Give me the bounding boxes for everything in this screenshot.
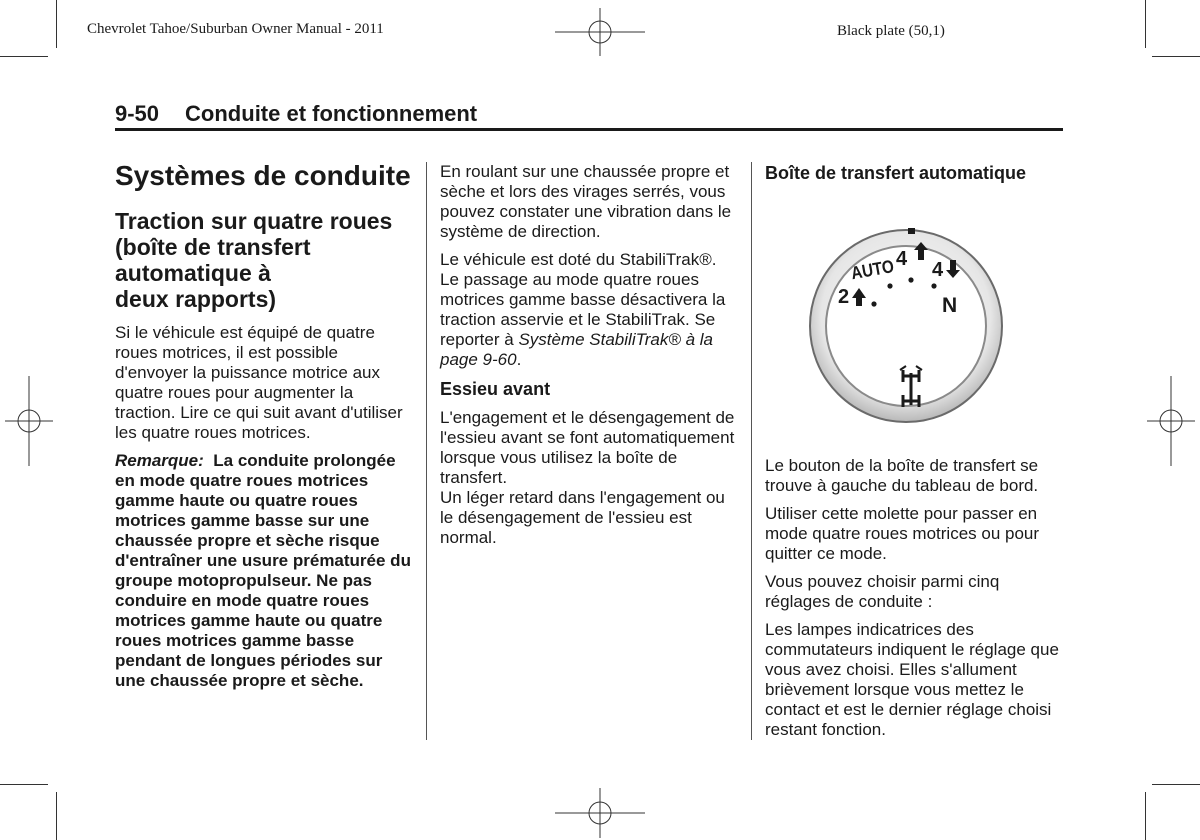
registration-mark-bottom	[555, 788, 645, 838]
column-2	[440, 162, 740, 556]
front-axle-paragraph: L'engagement et le désengagement de l'essieu avant se font automatiquement lorsque vous utilisez la boîte de transfert.	[440, 408, 735, 487]
position-dot	[908, 277, 913, 282]
registration-mark-top	[555, 8, 645, 56]
column-3	[765, 162, 1065, 192]
period: .	[516, 350, 522, 369]
position-dot	[931, 283, 936, 288]
settings-count-paragraph: Vous pouvez choisir parmi cinq réglages de conduite :	[765, 572, 1000, 611]
knob-label-2hi: 2	[838, 286, 850, 308]
cross-reference-link[interactable]: Système StabiliTrak® à la page 9-60	[440, 330, 713, 369]
position-dot	[871, 301, 876, 306]
knob-label-neutral: N	[942, 294, 958, 317]
column-separator-1	[426, 162, 427, 740]
intro-paragraph: Si le véhicule est équipé de quatre roues motrices, il est possible d'envoyer la puissance motrice aux quatre roues pour augmenter la traction. Lire ce qui suit avant d'utiliser les quatre roues motrices.	[115, 323, 403, 442]
subtitle-line: automatique à	[115, 260, 271, 286]
front-axle-heading: Essieu avant	[440, 379, 551, 399]
position-dot	[887, 283, 892, 288]
registration-mark-left	[5, 376, 53, 466]
knob-label-4hi: 4	[896, 248, 908, 270]
caution-note	[115, 451, 415, 691]
indicator-lamps-paragraph: Les lampes indicatrices des commutateurs indiquent le réglage que vous avez choisi. Elles s'allument brièvement lorsque vous mettez le contact et est le dernier réglage choisi restant fonction.	[765, 620, 1059, 739]
header-left-text: Chevrolet Tahoe/Suburban Owner Manual - 2011	[87, 21, 384, 37]
transfer-case-knob-illustration	[808, 228, 1004, 424]
subtitle-line: (boîte de transfert	[115, 234, 311, 260]
header-rule	[115, 128, 1063, 131]
chapter-title: Conduite et fonctionnement	[185, 101, 478, 126]
knob-label-4lo: 4	[932, 259, 944, 281]
subtitle-line: deux rapports)	[115, 286, 277, 312]
stabilitrak-text: Le véhicule est doté du StabiliTrak®. Le passage au mode quatre roues motrices gamme basse désactivera la traction asservie et le StabiliTrak. Se reporter à	[440, 250, 726, 349]
knob-label-auto: AUTO	[849, 255, 896, 284]
header-right-text: Black plate (50,1)	[837, 23, 945, 39]
page-number: 9-50	[115, 101, 160, 126]
subtitle-line: Traction sur quatre roues	[115, 208, 393, 234]
running-head	[115, 101, 477, 127]
note-label: Remarque:	[115, 451, 204, 470]
registration-mark-right	[1147, 376, 1195, 466]
transfer-case-heading: Boîte de transfert automatique	[765, 163, 1027, 183]
section-title: Systèmes de conduite	[115, 160, 411, 191]
delay-paragraph: Un léger retard dans l'engagement ou le désengagement de l'essieu est normal.	[440, 488, 725, 547]
note-text: La conduite prolongée en mode quatre roues motrices gamme haute ou quatre roues motrices gamme basse sur une chaussée propre et sèche risque d'entraîner une usure prématurée du groupe motopropulseur. Ne pas conduire en mode quatre roues motrices gamme haute ou quatre roues motrices gamme basse pendant de longues périodes sur une chaussée propre et sèche.	[115, 451, 411, 690]
vibration-paragraph: En roulant sur une chaussée propre et sèche et lors des virages serrés, vous pouvez constater une vibration dans le système de direction.	[440, 162, 732, 241]
column-3-body	[765, 456, 1065, 748]
column-separator-2	[751, 162, 752, 740]
stabilitrak-paragraph	[440, 250, 740, 370]
column-1	[115, 160, 415, 699]
subsection-title	[115, 208, 415, 312]
knob-location-paragraph: Le bouton de la boîte de transfert se trouve à gauche du tableau de bord.	[765, 456, 1039, 495]
knob-indicator-mark	[908, 228, 915, 234]
knob-usage-paragraph: Utiliser cette molette pour passer en mode quatre roues motrices ou pour quitter ce mode.	[765, 504, 1040, 563]
